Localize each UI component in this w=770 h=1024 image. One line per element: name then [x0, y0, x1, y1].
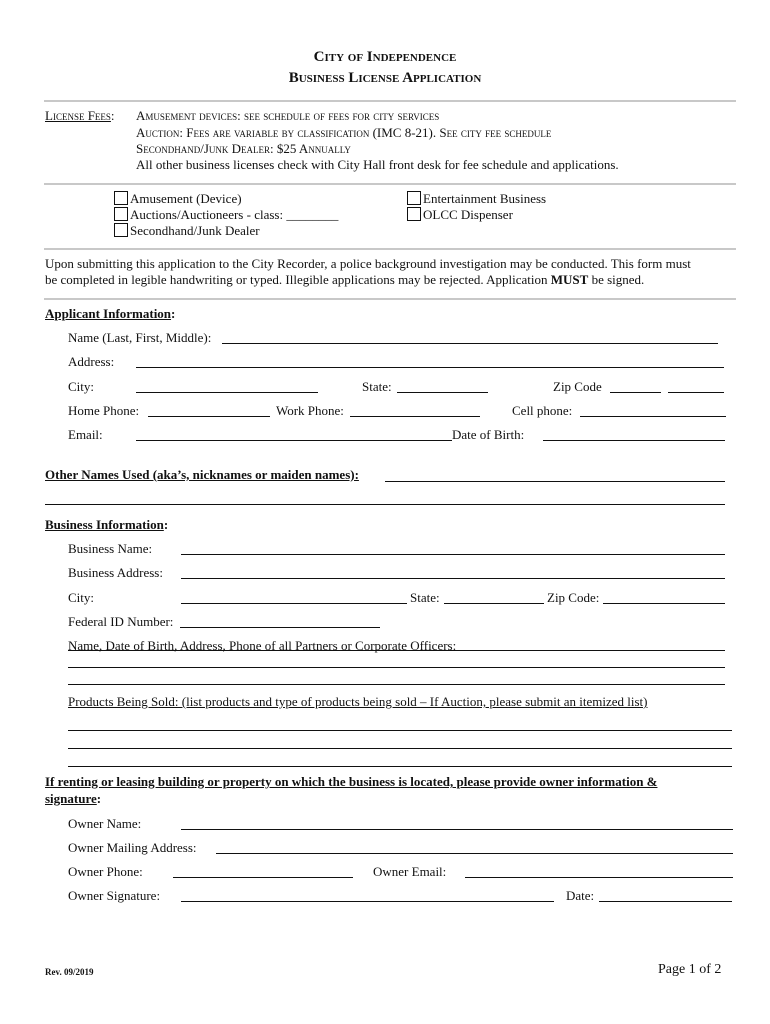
products-field-2[interactable] — [68, 748, 732, 749]
notice-must: MUST — [550, 272, 589, 287]
applicant-state-label: State: — [362, 379, 392, 394]
applicant-home-phone-field[interactable] — [148, 416, 270, 417]
fees-line-secondhand: Secondhand/Junk Dealer: $25 Annually — [136, 141, 351, 156]
applicant-state-field[interactable] — [397, 392, 488, 393]
business-address-field[interactable] — [181, 578, 725, 579]
products-field-3[interactable] — [68, 766, 732, 767]
owner-name-label: Owner Name: — [68, 816, 142, 831]
page-number: Page 1 of 2 — [658, 962, 722, 977]
applicant-email-label: Email: — [68, 427, 103, 442]
divider — [44, 248, 736, 250]
applicant-cell-phone-field[interactable] — [580, 416, 726, 417]
applicant-name-label: Name (Last, First, Middle): — [68, 330, 212, 345]
title-city: City of Independence — [313, 49, 457, 65]
owner-email-label: Owner Email: — [373, 864, 447, 879]
checkbox-label: OLCC Dispenser — [423, 207, 513, 222]
federal-id-label: Federal ID Number: — [68, 614, 174, 629]
checkbox-label: Amusement (Device) — [130, 191, 242, 206]
divider — [44, 183, 736, 185]
checkbox-secondhand[interactable] — [114, 223, 260, 239]
business-state-field[interactable] — [444, 603, 544, 604]
applicant-heading: Applicant Information: — [45, 306, 176, 321]
fees-label: License Fees — [45, 108, 111, 123]
applicant-city-field[interactable] — [136, 392, 318, 393]
business-heading: Business Information: — [45, 517, 169, 532]
fees-line-amusement: Amusement devices: see schedule of fees for city services — [136, 108, 440, 123]
business-state-label: State: — [410, 590, 440, 605]
owner-name-field[interactable] — [181, 829, 733, 830]
notice-text: be completed in legible handwriting or typed. Illegible applications may be rejected. Application — [45, 272, 551, 287]
applicant-work-phone-label: Work Phone: — [276, 403, 344, 418]
revision-label: Rev. 09/2019 — [45, 967, 94, 977]
other-names-field[interactable] — [385, 481, 725, 482]
fees-line-auction: Auction: Fees are variable by classification (IMC 8-21). See city fee schedule — [136, 125, 552, 140]
applicant-city-label: City: — [68, 379, 95, 394]
checkbox-icon[interactable] — [114, 223, 128, 237]
checkbox-label: Secondhand/Junk Dealer — [130, 223, 260, 238]
applicant-zip-field[interactable] — [610, 392, 661, 393]
partners-field[interactable] — [68, 650, 725, 651]
applicant-dob-field[interactable] — [543, 440, 725, 441]
checkbox-entertainment[interactable] — [407, 191, 546, 207]
notice-text: be signed. — [588, 272, 645, 287]
business-city-field[interactable] — [181, 603, 407, 604]
applicant-zip-ext-field[interactable] — [668, 392, 724, 393]
owner-mailing-field[interactable] — [216, 853, 733, 854]
owner-heading-text: signature — [45, 791, 97, 806]
other-names-label: Other Names Used (aka’s, nicknames or maiden names): — [45, 467, 359, 482]
business-zip-label: Zip Code: — [547, 590, 600, 605]
federal-id-field[interactable] — [180, 627, 380, 628]
partners-field-3[interactable] — [68, 684, 725, 685]
products-label: Products Being Sold: (list products and type of products being sold – If Auction, please submit an itemized list) — [68, 694, 648, 709]
applicant-home-phone-label: Home Phone: — [68, 403, 140, 418]
checkbox-icon[interactable] — [407, 207, 421, 221]
divider — [44, 298, 736, 300]
owner-email-field[interactable] — [465, 877, 733, 878]
applicant-name-field[interactable] — [222, 343, 718, 344]
checkbox-amusement[interactable] — [114, 191, 242, 207]
applicant-cell-phone-label: Cell phone: — [512, 403, 573, 418]
partners-label: Name, Date of Birth, Address, Phone of all Partners or Corporate Officers: — [68, 638, 457, 653]
owner-phone-label: Owner Phone: — [68, 864, 143, 879]
products-field[interactable] — [68, 730, 732, 731]
applicant-zip-label: Zip Code — [553, 379, 602, 394]
applicant-address-field[interactable] — [136, 367, 724, 368]
owner-heading-line-2: signature: — [45, 791, 102, 806]
owner-mailing-label: Owner Mailing Address: — [68, 840, 197, 855]
owner-signature-field[interactable] — [181, 901, 554, 902]
business-heading-text: Business Information — [45, 517, 164, 532]
other-names-field-2[interactable] — [45, 504, 725, 505]
owner-date-label: Date: — [566, 888, 595, 903]
applicant-heading-text: Applicant Information — [45, 306, 172, 321]
fees-line-other: All other business licenses check with City Hall front desk for fee schedule and applications. — [136, 157, 619, 172]
applicant-dob-label: Date of Birth: — [452, 427, 525, 442]
title-application: Business License Application — [288, 70, 482, 86]
applicant-address-label: Address: — [68, 354, 115, 369]
checkbox-auctions[interactable] — [114, 207, 338, 223]
checkbox-icon[interactable] — [407, 191, 421, 205]
owner-heading-line-1: If renting or leasing building or property on which the business is located, please provide owner information & — [45, 774, 658, 789]
partners-field-2[interactable] — [68, 667, 725, 668]
business-zip-field[interactable] — [603, 603, 725, 604]
applicant-email-field[interactable] — [136, 440, 452, 441]
notice-line-2 — [45, 272, 644, 288]
checkbox-olcc[interactable] — [407, 207, 513, 223]
checkbox-icon[interactable] — [114, 191, 128, 205]
business-name-field[interactable] — [181, 554, 725, 555]
business-address-label: Business Address: — [68, 565, 163, 580]
owner-signature-label: Owner Signature: — [68, 888, 161, 903]
owner-phone-field[interactable] — [173, 877, 353, 878]
checkbox-icon[interactable] — [114, 207, 128, 221]
notice-line-1: Upon submitting this application to the City Recorder, a police background investigation may be conducted. This form must — [45, 256, 691, 271]
divider — [44, 100, 736, 102]
owner-date-field[interactable] — [599, 901, 732, 902]
checkbox-label: Auctions/Auctioneers - class: ________ — [130, 207, 339, 222]
applicant-work-phone-field[interactable] — [350, 416, 480, 417]
fees-section: License Fees: — [45, 108, 115, 123]
business-city-label: City: — [68, 590, 95, 605]
business-name-label: Business Name: — [68, 541, 153, 556]
checkbox-label: Entertainment Business — [423, 191, 547, 206]
